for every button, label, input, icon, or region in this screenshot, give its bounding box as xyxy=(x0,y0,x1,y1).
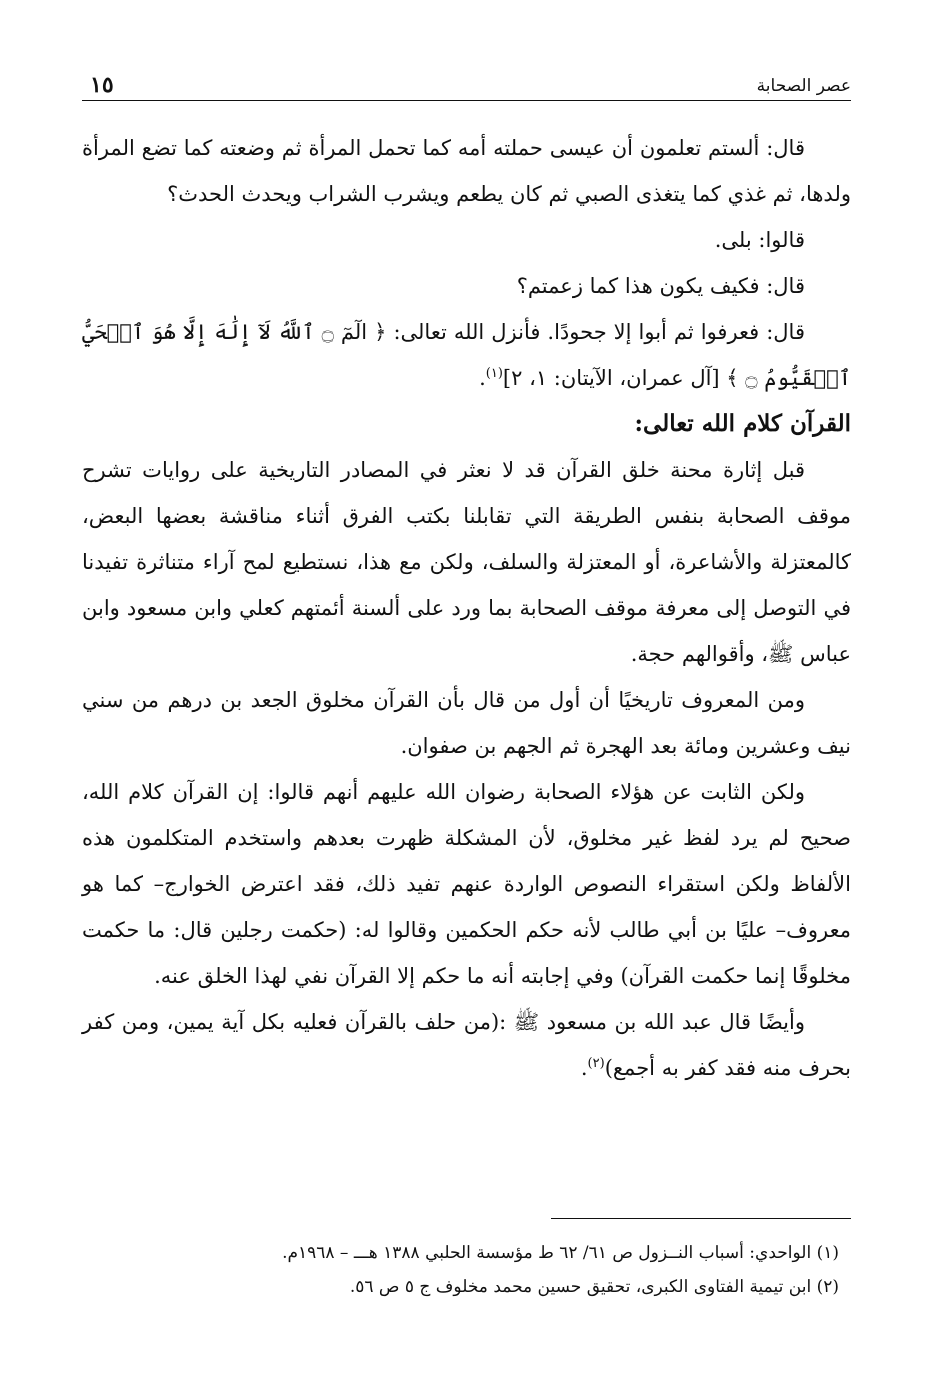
book-page xyxy=(82,0,851,1376)
paragraph-companions-said: ولكن الثابت عن هؤلاء الصحابة رضوان الله عليهم أنهم قالوا: إن القرآن كلام الله، صحيح لم يرد لفظ غير مخلوق، لأن المشكلة ظهرت بعدهم واستخدم المتكلمون هذه الألفاظ ولكن استقراء النصوص الواردة عنهم تفيد ذلك، فقد اعترض الخوارج– كما هو معروف– عليًا بن أبي طالب لأنه حكم الحكمين وقالوا له: (حكمت رجلين قال: ما حكمت مخلوقًا إنما حكمت القرآن) وفي إجابته أنه ما حكم إلا القرآن نفي لهذا الخلق عنه. xyxy=(82,780,851,988)
body-text xyxy=(82,125,851,1091)
footnote-2: (٢) ابن تيمية الفتاوى الكبرى، تحقيق حسين محمد مخلوف ج ٥ ص ٥٦. xyxy=(349,1277,839,1297)
paragraph-ibn-masud: وأيضًا قال عبد الله بن مسعود ﷺ :(من حلف بالقرآن فعليه بكل آية يمين، ومن كفر بحرف منه فقد كفر به أجمع)$^{(٢)}$. xyxy=(82,1010,851,1080)
running-title: عصر الصحابة xyxy=(756,76,851,96)
section-heading: القرآن كلام الله تعالى: xyxy=(634,410,851,437)
paragraph-they-said-yes: قالوا: بلى. xyxy=(714,228,805,252)
footnote-divider xyxy=(551,1218,851,1219)
paragraph-first-to-say: ومن المعروف تاريخيًا أن أول من قال بأن القرآن مخلوق الجعد بن درهم من سني نيف وعشرين ومائة بعد الهجرة ثم الجهم بن صفوان. xyxy=(82,688,851,758)
footnote-ref-2: (٢) xyxy=(587,1056,605,1071)
page-header xyxy=(82,70,851,101)
footnote-1: (١) الواحدي: أسباب النــزول ص ٦١/ ٦٢ ط مؤسسة الحلبي ١٣٨٨ هـــ – ١٩٦٨م. xyxy=(282,1243,839,1263)
paragraph-isa-argument: قال: ألستم تعلمون أن عيسى حملته أمه كما تحمل المرأة ثم وضعته كما تضع المرأة ولدها، ثم غذي كما يتغذى الصبي ثم كان يطعم ويشرب الشراب ويحدث الحدث؟ xyxy=(82,136,851,206)
paragraph-how-can-this-be: قال: فكيف يكون هذا كما زعمتم؟ xyxy=(516,274,805,298)
footnote-ref-1: (١) xyxy=(485,366,503,381)
footnotes xyxy=(82,1236,851,1304)
page-number: ١٥ xyxy=(90,72,114,98)
paragraph-quran-verse: قال: فعرفوا ثم أبوا إلا جحودًا. فأنزل الله تعالى: ﴿ الٓمٓ ۝ ٱللَّهُ لَآ إِلَٰهَ إِلَّا هُوَ ٱلۡحَيُّ ٱلۡقَيُّومُ ۝ ﴾ [آل عمران، الآيتان: ١، ٢]$^{(١)}$. xyxy=(82,320,851,390)
paragraph-before-mihna: قبل إثارة محنة خلق القرآن قد لا نعثر في المصادر التاريخية على روايات تشرح موقف الصحابة بنفس الطريقة التي تقابلنا بكتب الفرق أثناء مناقشة بعضها البعض، كالمعتزلة والأشاعرة، أو المعتزلة والسلف، ولكن مع هذا، نستطيع لمح آراء متناثرة تفيدنا في التوصل إلى معرفة موقف الصحابة بما ورد على ألسنة أئمتهم كعلي وابن مسعود وابن عباس ﷺ، وأقوالهم حجة. xyxy=(82,458,851,666)
verse-text: قال: فعرفوا ثم أبوا إلا جحودًا. فأنزل الله تعالى: ﴿ الٓمٓ ۝ ٱللَّهُ لَآ إِلَٰهَ إِلَّا هُوَ ٱلۡحَيُّ ٱلۡقَيُّومُ ۝ ﴾ [آل عمران، الآيتان: ١، ٢] xyxy=(82,320,851,390)
ibn-masud-text: وأيضًا قال عبد الله بن مسعود ﷺ :(من حلف بالقرآن فعليه بكل آية يمين، ومن كفر بحرف منه فقد كفر به أجمع) xyxy=(82,1010,851,1080)
